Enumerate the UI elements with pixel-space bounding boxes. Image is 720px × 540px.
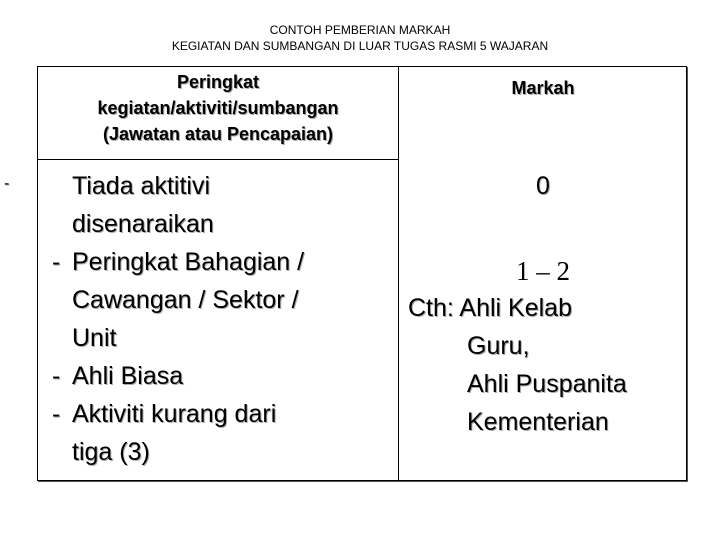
list-item — [38, 357, 398, 395]
list-item-line: Ahli Biasa — [72, 362, 184, 390]
list-item-line: tiga (3) — [72, 438, 150, 466]
header-level-line-3: (Jawatan atau Pencapaian) — [102, 124, 334, 144]
title-line-1: CONTOH PEMBERIAN MARKAH — [269, 23, 451, 37]
list-item — [38, 395, 398, 471]
list-item-line: Unit — [72, 324, 117, 352]
example-line: Ahli Puspanita — [467, 370, 627, 398]
list-item-line: disenaraikan — [72, 210, 214, 238]
bullet: - — [4, 175, 10, 192]
list-item-line: Aktiviti kurang dari — [72, 400, 277, 428]
example-line: Kementerian — [467, 408, 609, 436]
list-item-line: Tiada aktitivi — [72, 172, 211, 200]
bullet: - — [52, 400, 61, 428]
header-divider — [38, 159, 398, 160]
header-level-line-1: Peringkat — [176, 72, 260, 92]
mark-zero: 0 — [536, 172, 550, 200]
mark-example — [408, 289, 688, 441]
list-item — [38, 243, 398, 357]
header-level-line-2: kegiatan/aktiviti/sumbangan — [97, 98, 339, 118]
example-line: Cth: Ahli Kelab — [408, 294, 572, 322]
header-marks: Markah — [511, 78, 575, 98]
level-list — [4, 167, 398, 471]
title-line-2: KEGIATAN DAN SUMBANGAN DI LUAR TUGAS RASMI 5 WAJARAN — [171, 39, 549, 53]
page-title — [0, 22, 720, 54]
bullet: - — [52, 362, 61, 390]
list-item-line: Cawangan / Sektor / — [72, 286, 299, 314]
list-item-line: Peringkat Bahagian / — [72, 248, 305, 276]
example-line: Guru, — [467, 332, 530, 360]
bullet: - — [52, 248, 61, 276]
mark-range: 1 – 2 — [516, 256, 570, 286]
list-item — [4, 167, 398, 243]
header-level — [38, 69, 398, 147]
marking-table — [4, 66, 687, 481]
